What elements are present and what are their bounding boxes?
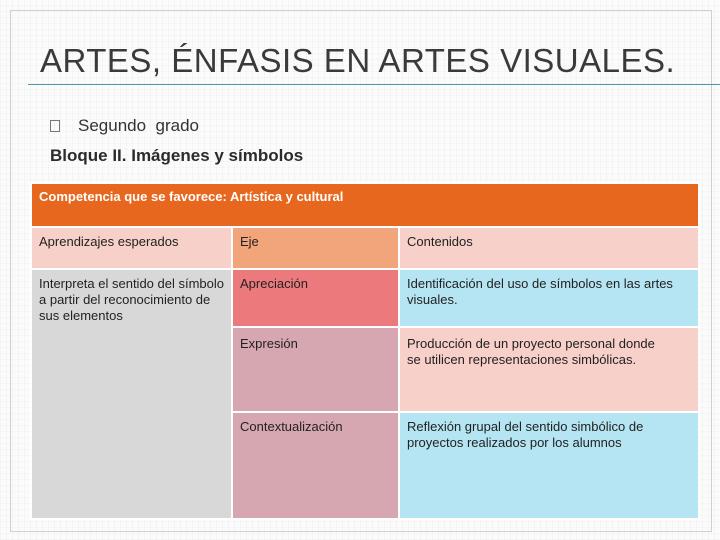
table-header: Competencia que se favorece: Artística y cultural (32, 184, 698, 226)
title-underline (28, 84, 720, 85)
checkbox-bullet-icon (50, 120, 60, 132)
eje-contextualizacion: Contextualización (233, 413, 398, 518)
col-header-eje: Eje (233, 228, 398, 268)
contenido-expresion: Producción de un proyecto personal donde se utilicen representaciones simbólicas. (400, 328, 698, 411)
eje-apreciacion: Apreciación (233, 270, 398, 326)
eje-expresion: Expresión (233, 328, 398, 411)
competency-table (30, 182, 700, 520)
col-header-contenidos: Contenidos (400, 228, 698, 268)
contenido-apreciacion: Identificación del uso de símbolos en las artes visuales. (400, 270, 698, 326)
contenido-contextualizacion: Reflexión grupal del sentido simbólico de proyectos realizados por los alumnos (400, 413, 698, 518)
bullet-item (50, 116, 199, 136)
col-header-aprendizajes: Aprendizajes esperados (32, 228, 231, 268)
bullet-text: Segundo grado (78, 116, 199, 135)
slide-title: ARTES, ÉNFASIS EN ARTES VISUALES. (40, 42, 676, 79)
aprendizaje-cell: Interpreta el sentido del símbolo a partir del reconocimiento de sus elementos (32, 270, 231, 518)
block-subtitle: Bloque II. Imágenes y símbolos (50, 146, 304, 165)
